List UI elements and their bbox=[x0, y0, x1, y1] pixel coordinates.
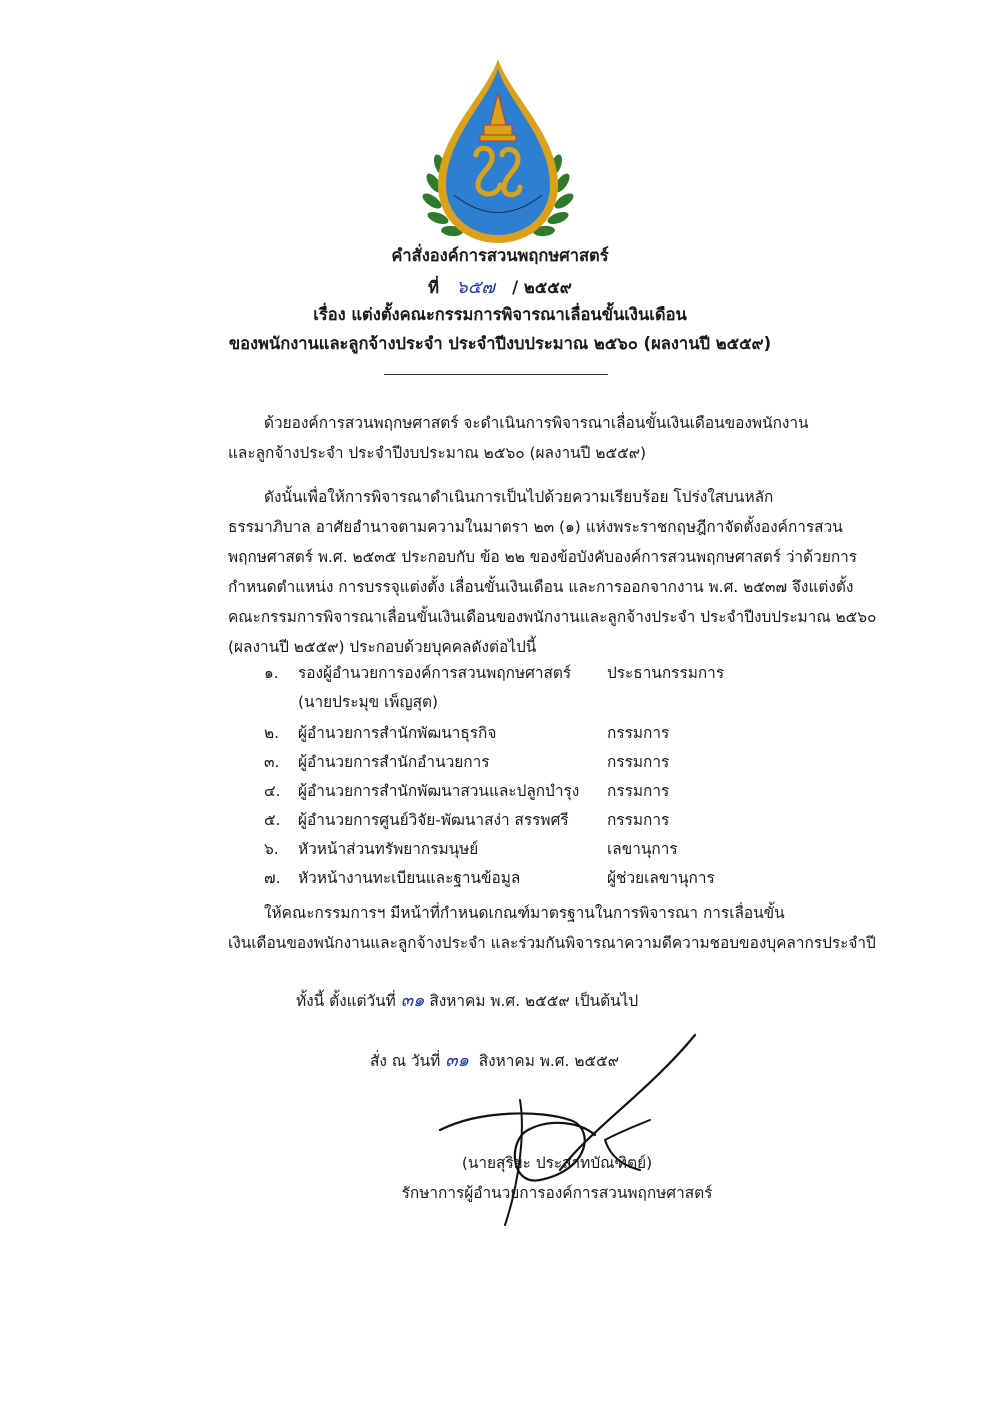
list-item bbox=[264, 749, 764, 778]
botanical-garden-emblem bbox=[418, 55, 578, 250]
member-role: เลขานุการ bbox=[607, 840, 678, 858]
member-role: กรรมการ bbox=[607, 724, 670, 742]
member-title: รองผู้อำนวยการองค์การสวนพฤกษศาสตร์ bbox=[298, 664, 572, 682]
list-item bbox=[264, 720, 764, 749]
signatory-position: รักษาการผู้อำนวยการองค์การสวนพฤกษศาสตร์ bbox=[401, 1184, 713, 1202]
effective-day-handwritten: ๓๑ bbox=[400, 990, 425, 1011]
order-date-prefix: สั่ง ณ วันที่ bbox=[370, 1052, 441, 1070]
paragraph-line: คณะกรรมการพิจารณาเลื่อนขั้นเงินเดือนของพนักงานและลูกจ้างประจำ ประจำปีงบประมาณ ๒๕๖๐ bbox=[228, 608, 877, 626]
member-title: ผู้อำนวยการสำนักพัฒนาสวนและปลูกบำรุง bbox=[298, 782, 580, 800]
list-number: ๖. bbox=[264, 840, 279, 858]
effective-suffix: สิงหาคม พ.ศ. ๒๕๕๙ เป็นต้นไป bbox=[429, 992, 639, 1010]
subject-line-2: ของพนักงานและลูกจ้างประจำ ประจำปีงบประมาณ ๒๕๖๐ (ผลงานปี ๒๕๕๙) bbox=[228, 334, 772, 353]
list-item bbox=[264, 836, 764, 865]
signatory-name: (นายสุริยะ ประสาทบัณฑิตย์) bbox=[461, 1154, 653, 1172]
member-role: กรรมการ bbox=[607, 782, 670, 800]
subject-line-1: เรื่อง แต่งตั้งคณะกรรมการพิจารณาเลื่อนขั้นเงินเดือน bbox=[313, 305, 687, 324]
list-number: ๕. bbox=[264, 811, 281, 829]
list-number: ๗. bbox=[264, 869, 281, 887]
list-item bbox=[264, 865, 764, 894]
paragraph-line: (ผลงานปี ๒๕๕๙) ประกอบด้วยบุคคลดังต่อไปนี้ bbox=[228, 638, 537, 656]
paragraph-2 bbox=[228, 482, 877, 662]
list-number: ๒. bbox=[264, 724, 280, 742]
paragraph-line: พฤกษศาสตร์ พ.ศ. ๒๕๓๕ ประกอบกับ ข้อ ๒๒ ของข้อบังคับองค์การสวนพฤกษศาสตร์ ว่าด้วยการ bbox=[228, 548, 858, 566]
order-day-handwritten: ๓๑ bbox=[445, 1050, 469, 1071]
list-number: ๓. bbox=[264, 753, 280, 771]
member-role: กรรมการ bbox=[607, 753, 670, 771]
effective-prefix: ทั้งนี้ ตั้งแต่วันที่ bbox=[296, 992, 396, 1010]
list-number: ๔. bbox=[264, 782, 281, 800]
order-number bbox=[0, 272, 1000, 301]
paragraph-3 bbox=[228, 898, 876, 958]
order-number-handwritten: ๖๕๗ bbox=[456, 277, 495, 298]
list-item bbox=[264, 689, 764, 718]
paragraph-line: ดังนั้นเพื่อให้การพิจารณาดำเนินการเป็นไปด้วยความเรียบร้อย โปร่งใสบนหลัก bbox=[264, 488, 774, 506]
paragraph-line: ให้คณะกรรมการฯ มีหน้าที่กำหนดเกณฑ์มาตรฐานในการพิจารณา การเลื่อนขั้น bbox=[264, 904, 785, 922]
member-name: (นายประมุข เพ็ญสุต) bbox=[298, 693, 438, 711]
paragraph-line: และลูกจ้างประจำ ประจำปีงบประมาณ ๒๕๖๐ (ผลงานปี ๒๕๕๙) bbox=[228, 444, 647, 462]
order-number-suffix: / ๒๕๕๙ bbox=[512, 278, 572, 297]
header-divider bbox=[384, 374, 608, 375]
member-title: ผู้อำนวยการสำนักพัฒนาธุรกิจ bbox=[298, 724, 497, 742]
order-number-prefix: ที่ bbox=[428, 278, 440, 297]
member-title: ผู้อำนวยการสำนักอำนวยการ bbox=[298, 753, 490, 771]
list-item bbox=[264, 778, 764, 807]
paragraph-line: ธรรมาภิบาล อาศัยอำนาจตามความในมาตรา ๒๓ (๑) แห่งพระราชกฤษฎีกาจัดตั้งองค์การสวน bbox=[228, 518, 843, 536]
paragraph-line: กำหนดตำแหน่ง การบรรจุแต่งตั้ง เลื่อนขั้นเงินเดือน และการออกจากงาน พ.ศ. ๒๕๓๗ จึงแต่งตั้ง bbox=[228, 578, 854, 596]
member-title: หัวหน้าส่วนทรัพยากรมนุษย์ bbox=[298, 840, 479, 858]
order-title: คำสั่งองค์การสวนพฤกษศาสตร์ bbox=[391, 246, 609, 265]
paragraph-line: ด้วยองค์การสวนพฤกษศาสตร์ จะดำเนินการพิจารณาเลื่อนขั้นเงินเดือนของพนักงาน bbox=[264, 414, 809, 432]
effective-date bbox=[296, 985, 638, 1014]
order-date-suffix: สิงหาคม พ.ศ. ๒๕๕๙ bbox=[478, 1052, 620, 1070]
paragraph-line: เงินเดือนของพนักงานและลูกจ้างประจำ และร่วมกันพิจารณาความดีความชอบของบุคลากรประจำปี bbox=[228, 934, 876, 952]
list-item bbox=[264, 660, 764, 689]
member-role: กรรมการ bbox=[607, 811, 670, 829]
member-role: ประธานกรรมการ bbox=[607, 664, 725, 682]
member-title: ผู้อำนวยการศูนย์วิจัย-พัฒนาสง่า สรรพศรี bbox=[298, 811, 569, 829]
member-role: ผู้ช่วยเลขานุการ bbox=[607, 869, 715, 887]
member-title: หัวหน้างานทะเบียนและฐานข้อมูล bbox=[298, 869, 521, 887]
list-number: ๑. bbox=[264, 664, 279, 682]
paragraph-1 bbox=[228, 408, 838, 468]
list-item bbox=[264, 807, 764, 836]
